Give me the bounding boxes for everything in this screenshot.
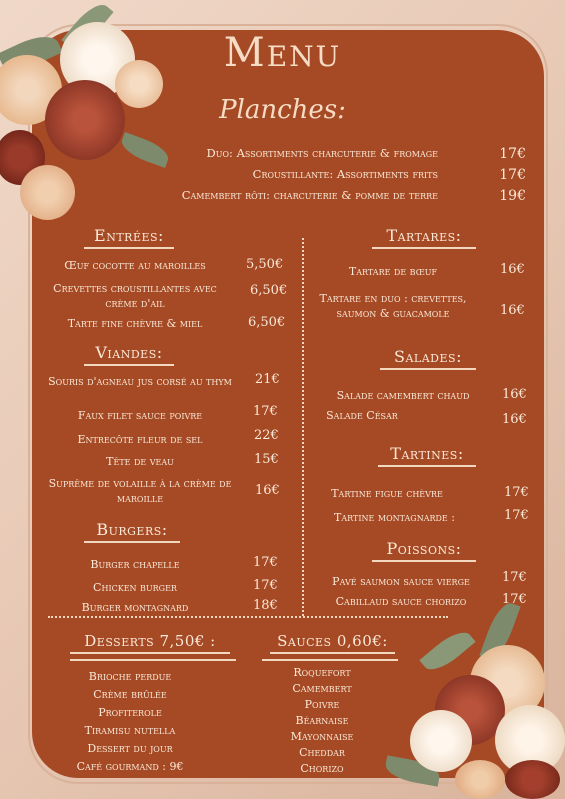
list-item: Chorizo xyxy=(300,762,344,775)
list-item: Dessert du jour xyxy=(87,742,173,755)
menu-price: 17€ xyxy=(502,570,527,585)
poissons-heading: Poissons: xyxy=(372,539,476,562)
item-name: Croustillante: Assortiments frits xyxy=(252,167,438,181)
list-item: Mayonnaise xyxy=(290,730,354,743)
planches-list xyxy=(120,146,540,209)
list-item: Tiramisu nutella xyxy=(84,724,176,737)
list-item: Camembert xyxy=(292,682,352,695)
menu-title: Menu xyxy=(223,30,342,76)
menu-price: 6,50€ xyxy=(250,283,288,298)
list-item: Béarnaise xyxy=(295,714,349,727)
viandes-heading: Viandes: xyxy=(84,343,174,366)
menu-item: Chicken burger xyxy=(93,581,177,594)
section-divider xyxy=(48,616,448,618)
menu-item: Œuf cocotte au maroilles xyxy=(64,259,206,272)
item-price: 17€ xyxy=(499,146,526,162)
menu-item: Salade César xyxy=(326,409,398,422)
menu-item: Burger montagnard xyxy=(81,601,189,614)
list-item: Roquefort xyxy=(293,666,351,679)
desserts-rule xyxy=(70,659,236,661)
item-name: Camembert rôti: charcuterie & pomme de terre xyxy=(181,188,438,202)
entrees-heading: Entrées: xyxy=(84,226,174,249)
menu-item: Faux filet sauce poivre xyxy=(77,409,203,422)
menu-item: Tartare en duo : crevettes, saumon & guacamole xyxy=(319,292,467,320)
menu-price: 17€ xyxy=(504,508,529,523)
menu-item: Tête de veau xyxy=(106,455,174,468)
burgers-heading: Burgers: xyxy=(84,520,180,543)
menu-item: Pavé saumon sauce vierge xyxy=(332,575,470,588)
item-price: 17€ xyxy=(499,167,526,183)
menu-price: 16€ xyxy=(500,303,525,318)
list-item: Crème brûlée xyxy=(93,688,167,701)
list-item: Cheddar xyxy=(299,746,345,759)
desserts-heading: Desserts 7,50€ : xyxy=(70,632,230,654)
menu-price: 16€ xyxy=(500,262,525,277)
menu-price: 17€ xyxy=(502,592,527,607)
list-item: Profiterole xyxy=(98,706,162,719)
planches-heading: Planches: xyxy=(219,95,346,125)
menu-price: 18€ xyxy=(253,598,278,613)
menu-price: 17€ xyxy=(253,404,278,419)
menu-price: 17€ xyxy=(504,485,529,500)
menu-item: Tartare de bœuf xyxy=(348,265,438,278)
list-item: Café gourmand : 9€ xyxy=(76,760,184,773)
list-item xyxy=(120,146,540,167)
list-item: Brioche perdue xyxy=(88,670,172,683)
menu-price: 17€ xyxy=(253,555,278,570)
menu-price: 16€ xyxy=(502,387,527,402)
menu-price: 16€ xyxy=(502,412,527,427)
menu-price: 6,50€ xyxy=(248,315,286,330)
tartares-heading: Tartares: xyxy=(372,226,476,249)
tartines-heading: Tartines: xyxy=(378,444,476,467)
menu-price: 21€ xyxy=(255,372,280,387)
menu-item: Entrecôte fleur de sel xyxy=(77,433,203,446)
menu-item: Burger chapelle xyxy=(90,558,180,571)
menu-item: Crevettes croustillantes avec crème d'ail xyxy=(53,282,217,310)
menu-price: 5,50€ xyxy=(246,257,284,272)
menu-item: Tartine montagnarde : xyxy=(334,511,455,524)
menu-price: 17€ xyxy=(253,578,278,593)
menu-item: Tartine figue chèvre xyxy=(331,487,443,500)
menu-price: 15€ xyxy=(254,452,279,467)
menu-price: 22€ xyxy=(254,428,279,443)
menu-item: Salade camembert chaud xyxy=(336,389,470,402)
column-divider xyxy=(302,238,304,616)
salades-heading: Salades: xyxy=(380,347,476,370)
menu-item: Suprême de volaille à la crème de maroille xyxy=(48,477,232,505)
menu-item: Tarte fine chèvre & miel xyxy=(67,317,203,330)
list-item xyxy=(120,188,540,209)
sauces-heading: Sauces 0,60€: xyxy=(270,632,395,654)
item-price: 19€ xyxy=(499,188,526,204)
item-name: Duo: Assortiments charcuterie & fromage xyxy=(206,146,438,160)
list-item xyxy=(120,167,540,188)
menu-price: 16€ xyxy=(255,483,280,498)
menu-item: Cabillaud sauce chorizo xyxy=(335,595,467,608)
list-item: Poivre xyxy=(304,698,340,711)
menu-item: Souris d'agneau jus corsé au thym xyxy=(48,375,232,388)
sauces-rule xyxy=(262,659,398,661)
